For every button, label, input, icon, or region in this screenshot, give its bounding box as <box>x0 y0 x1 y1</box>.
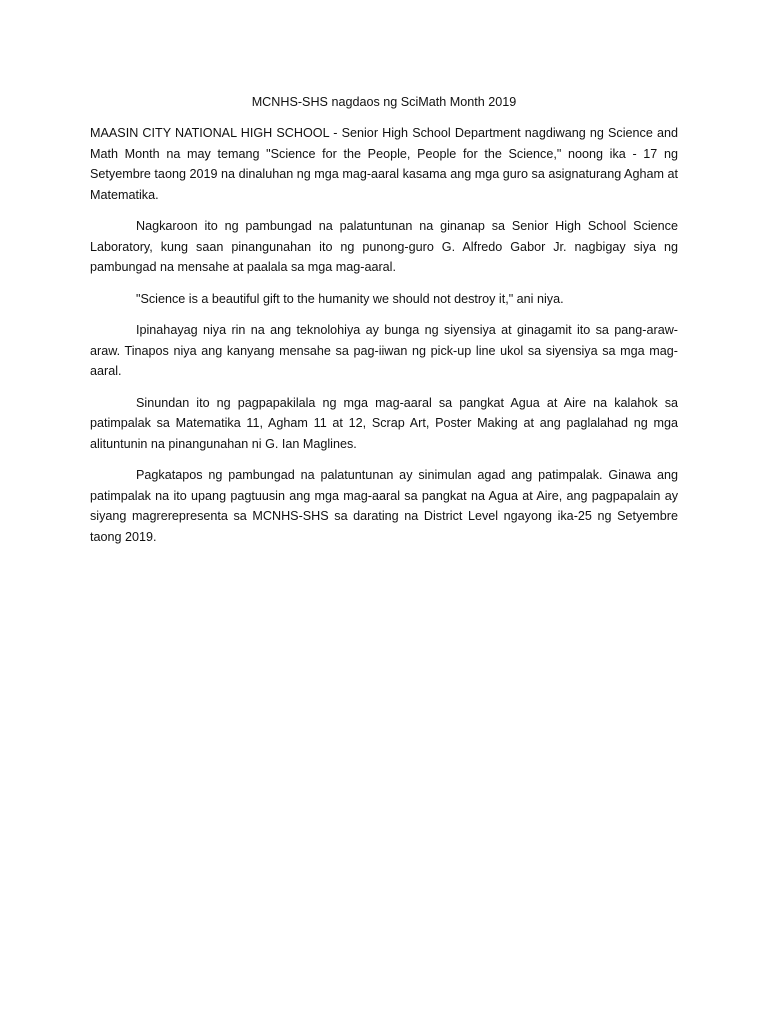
document-title: MCNHS-SHS nagdaos ng SciMath Month 2019 <box>251 95 517 109</box>
paragraph-quote: "Science is a beautiful gift to the humanity we should not destroy it," ani niya. <box>136 291 564 306</box>
paragraph-introduction-of-students: Sinundan ito ng pagpapakilala ng mga mag-aaral sa pangkat Agua at Aire na kalahok sa patimpalak sa Matematika 11, Agham 11 at 12, Scrap Art, Poster Making at ang paglalahad ng mga alituntunin na pinangunahan ni G. Ian Maglines. <box>90 395 678 451</box>
paragraph-competition: Pagkatapos ng pambungad na palatuntunan ay sinimulan agad ang patimpalak. Ginawa ang patimpalak na ito upang pagtuusin ang mga mag-aaral sa pangkat na Agua at Aire, ang pagpapalain ay siyang magrerepresenta sa MCNHS-SHS sa darating na District Level ngayong ika-25 ng Setyembre taong 2019. <box>90 468 678 544</box>
paragraph-technology: Ipinahayag niya rin na ang teknolohiya ay bunga ng siyensiya at ginagamit ito sa pang-araw-araw. Tinapos niya ang kanyang mensahe sa pag-iiwan ng pick-up line ukol sa siyensiya sa mga mag-aaral. <box>90 323 678 378</box>
paragraph-intro: MAASIN CITY NATIONAL HIGH SCHOOL - Senior High School Department nagdiwang ng Science and Math Month na may temang "Science for the People, People for the Science," noong ika - 17 ng Setyembre taong 2019 na dinaluhan ng mga mag-aaral kasama ang mga guro sa asignaturang Agham at Matematika. <box>90 126 678 202</box>
document-body <box>90 92 678 558</box>
paragraph-opening-program: Nagkaroon ito ng pambungad na palatuntunan na ginanap sa Senior High School Science Laboratory, kung saan pinangunahan ito ng punong-guro G. Alfredo Gabor Jr. nagbigay siya ng pambungad na mensahe at paalala sa mga mag-aaral. <box>90 219 678 274</box>
